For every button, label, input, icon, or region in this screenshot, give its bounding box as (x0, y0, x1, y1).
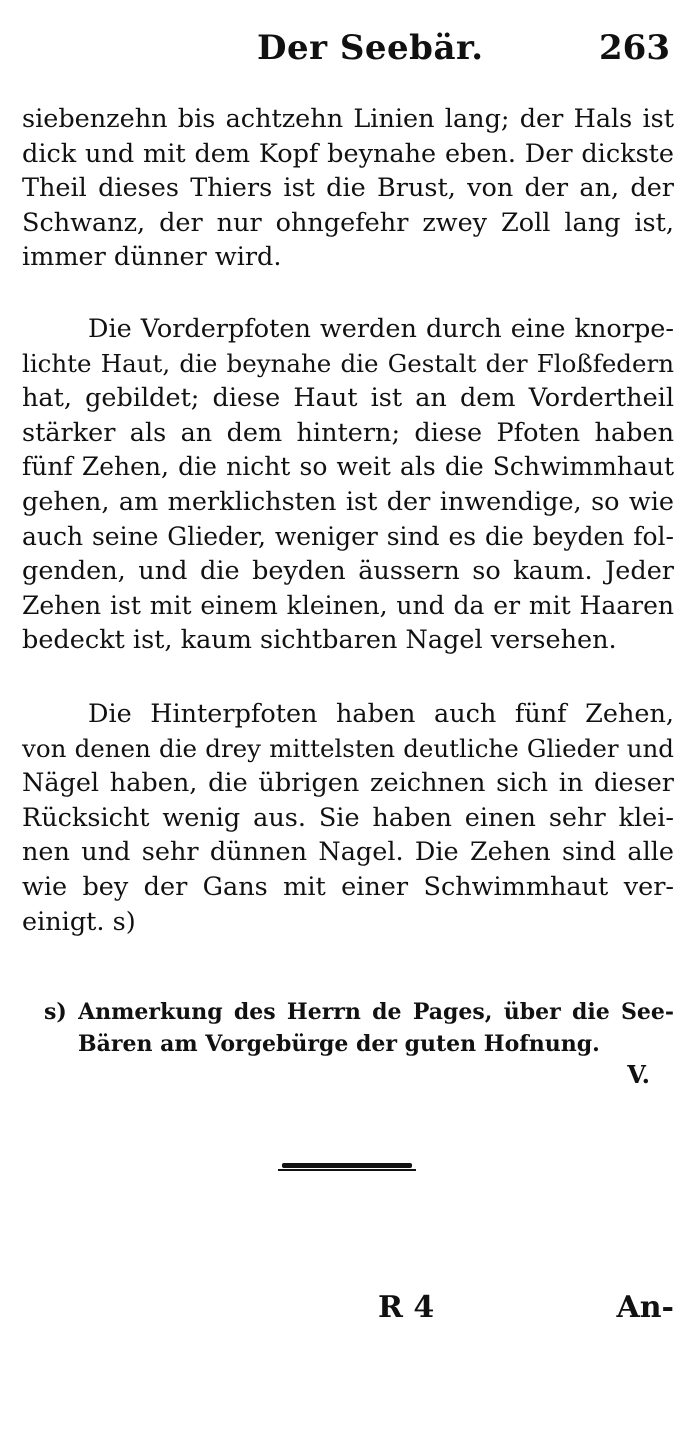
text-line: wie bey der Gans mit einer Schwimmhaut ver- (22, 871, 674, 902)
text-line: gehen, am merklichsten ist der inwendige, so wie (22, 486, 674, 517)
running-head (0, 26, 700, 78)
text-line: Nägel haben, die übrigen zeichnen sich in dieser (22, 768, 674, 799)
footnote-signature: V. (627, 1060, 650, 1089)
text-line: hat, gebildet; diese Haut ist an dem Vordertheil (22, 383, 674, 414)
footnote-line: Bären am Vorgebürge der guten Hofnung. (78, 1031, 600, 1057)
rule-thin-bar (278, 1169, 416, 1171)
text-line: von denen die drey mittelsten deutliche Glieder und (22, 733, 674, 763)
text-line: auch seine Glieder, weniger sind es die beyden fol- (22, 521, 674, 551)
text-line: siebenzehn bis achtzehn Linien lang; der Hals ist (22, 104, 674, 134)
text-line: bedeckt ist, kaum sichtbaren Nagel versehen. (22, 625, 617, 656)
text-line: genden, und die beyden äussern so kaum. Jeder (22, 556, 674, 587)
paragraph-1 (22, 102, 674, 275)
catchword: An- (616, 1290, 674, 1325)
text-line: Die Vorderpfoten werden durch eine knorpe- (88, 314, 674, 344)
text-line: stärker als an dem hintern; diese Pfoten haben (22, 417, 674, 448)
rule-thick-bar (282, 1163, 412, 1168)
text-line: Die Hinterpfoten haben auch fünf Zehen, (88, 699, 674, 729)
text-line: lichte Haut, die beynahe die Gestalt der Floßfedern (22, 348, 674, 378)
text-line: einigt. s) (22, 906, 136, 937)
ornament-rule (278, 1163, 416, 1171)
text-line: nen und sehr dünnen Nagel. Die Zehen sind alle (22, 837, 674, 868)
footnote-line: s) Anmerkung des Herrn de Pages, über die See- (44, 999, 674, 1025)
text-line: Theil dieses Thiers ist die Brust, von der an, der (22, 173, 674, 204)
text-line: immer dünner wird. (22, 242, 282, 273)
signature-mark: R 4 (378, 1290, 435, 1325)
footnote (44, 996, 674, 1060)
paragraph-3 (22, 697, 674, 939)
text-line: Rücksicht wenig aus. Sie haben einen sehr klei- (22, 802, 674, 833)
text-line: dick und mit dem Kopf beynahe eben. Der dickste (22, 138, 674, 169)
text-line: Zehen ist mit einem kleinen, und da er mit Haaren (22, 590, 674, 620)
paragraph-2 (22, 312, 674, 658)
page-number: 263 (599, 28, 670, 68)
running-title: Der Seebär. (257, 28, 484, 68)
text-line: Schwanz, der nur ohngefehr zwey Zoll lang ist, (22, 207, 674, 238)
text-line: fünf Zehen, die nicht so weit als die Schwimmhaut (22, 452, 674, 482)
